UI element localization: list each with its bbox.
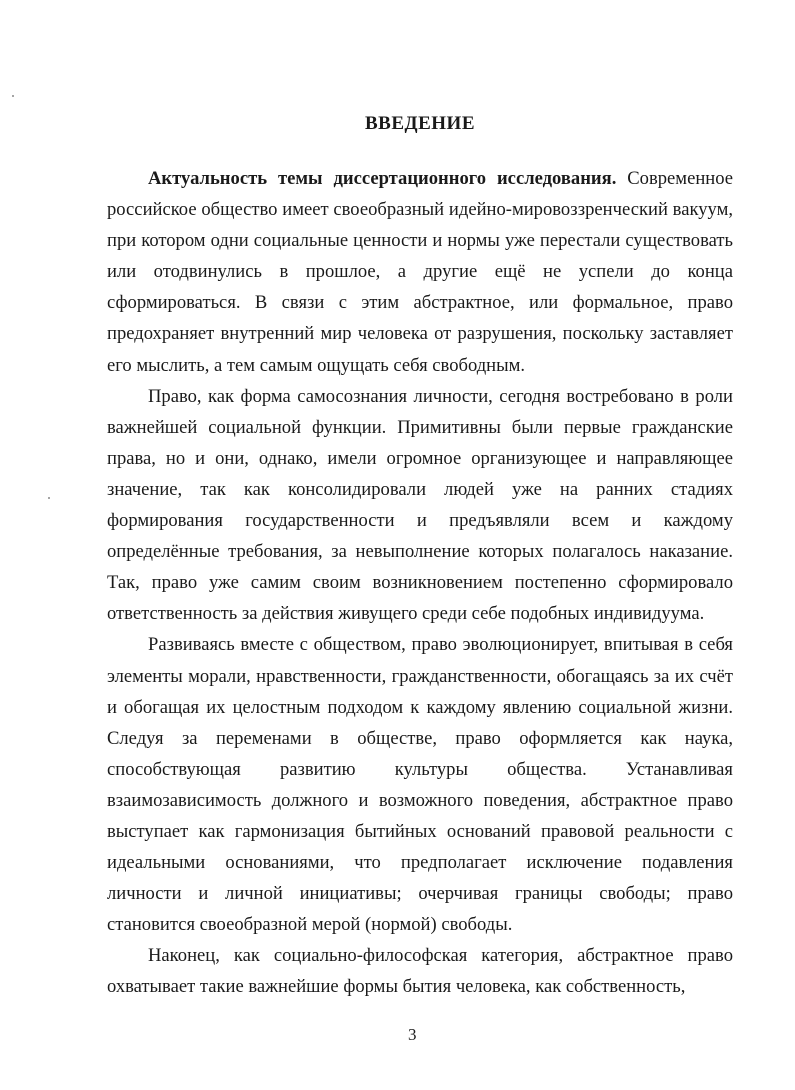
paragraph-3: Развиваясь вместе с обществом, право эволюционирует, впитывая в себя элементы морали, нравственности, гражданственности, обогащаясь за их счёт и обогащая их целостным подходом к каждому явлению социальной жизни. Следуя за переменами в обществе, право оформляется как наука, способствующая развитию культуры общества. Устанавливая взаимозависимость должного и возможного поведения, абстрактное право выступает как гармонизация бытийных оснований правовой реальности с идеальными основаниями, что предполагает исключение подавления личности и личной инициативы; очерчивая границы свободы; право становится своеобразной мерой (нормой) свободы. [107,634,733,936]
scan-speck [12,95,14,97]
paragraph-4: Наконец, как социально-философская категория, абстрактное право охватывает такие важнейшие формы бытия человека, как собственность, [107,945,733,998]
body-text [107,163,733,1003]
page-number: 3 [408,1025,417,1044]
paragraph-text: Современное российское общество имеет своеобразный идейно-мировоззренческий вакуум, при котором одни социальные ценности и нормы уже перестали существовать или отодвинулись в прошлое, а другие ещё не успели до конца сформироваться. В связи с этим абстрактное, или формальное, право предохраняет внутренний мир человека от разрушения, поскольку заставляет его мыслить, а тем самым ощущать себя свободным. [107,168,733,376]
paragraph-1 [107,163,733,381]
section-title: ВВЕДЕНИЕ [365,113,475,134]
scan-speck [48,497,50,499]
paragraph-lead: Актуальность темы диссертационного исследования. [148,168,617,189]
paragraph-2: Право, как форма самосознания личности, сегодня востребовано в роли важнейшей социальной функции. Примитивны были первые гражданские права, но и они, однако, имели огромное организующее и направляющее значение, так как консолидировали людей уже на ранних стадиях формирования государственности и предъявляли всем и каждому определённые требования, за невыполнение которых полагалось наказание. Так, право уже самим своим возникновением постепенно сформировало ответственность за действия живущего среди себе подобных индивидуума. [107,385,733,625]
